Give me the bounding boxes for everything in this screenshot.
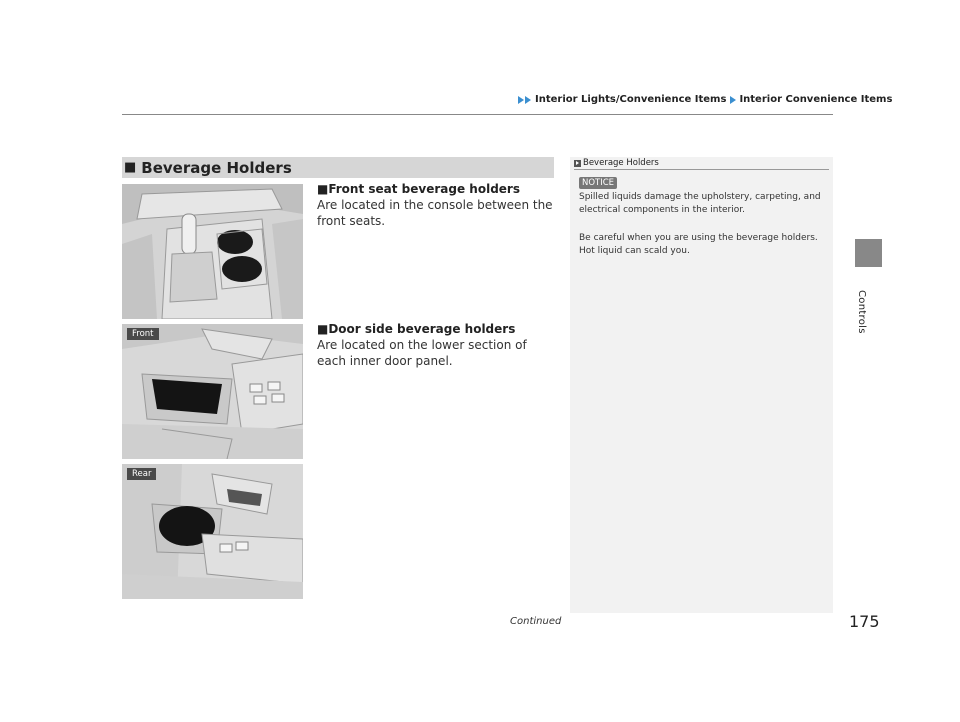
breadcrumb-part-1[interactable]: Interior Lights/Convenience Items — [535, 94, 727, 105]
front-photo-tag: Front — [127, 328, 159, 340]
header-rule — [122, 114, 833, 115]
note-title[interactable] — [574, 158, 659, 168]
sidebar-note-panel — [570, 157, 833, 613]
breadcrumb-arrow-icon — [518, 96, 524, 104]
notice-text: Spilled liquids damage the upholstery, carpeting, and electrical components in the interior. — [579, 192, 821, 215]
section-marker: ■ — [124, 160, 137, 175]
rear-door-beverage-holder-image — [122, 464, 303, 599]
caution-text: Be careful when you are using the beverage holders. Hot liquid can scald you. — [579, 233, 818, 256]
door-side-holders-text: Are located on the lower section of each inner door panel. — [317, 338, 527, 368]
chapter-tab-label: Controls — [856, 290, 867, 334]
note-title-text: Beverage Holders — [583, 158, 659, 168]
breadcrumb-separator-icon — [730, 96, 736, 104]
door-side-holders-heading: ■Door side beverage holders — [317, 322, 516, 336]
chapter-tab[interactable] — [855, 239, 882, 267]
front-seat-holders-heading: ■Front seat beverage holders — [317, 182, 520, 196]
breadcrumb-arrow-icon — [525, 96, 531, 104]
continued-label: Continued — [510, 616, 562, 627]
reference-arrow-icon — [574, 160, 581, 167]
breadcrumb — [518, 94, 892, 105]
front-door-beverage-holder-image — [122, 324, 303, 459]
note-divider — [574, 169, 829, 170]
rear-photo-tag: Rear — [127, 468, 156, 480]
front-seat-holders-text: Are located in the console between the front seats. — [317, 198, 553, 228]
section-header — [122, 157, 554, 178]
section-title: Beverage Holders — [141, 158, 292, 177]
page-number: 175 — [849, 612, 880, 631]
breadcrumb-part-2[interactable]: Interior Convenience Items — [739, 94, 893, 105]
notice-badge: NOTICE — [579, 177, 617, 189]
console-beverage-holder-image — [122, 184, 303, 319]
